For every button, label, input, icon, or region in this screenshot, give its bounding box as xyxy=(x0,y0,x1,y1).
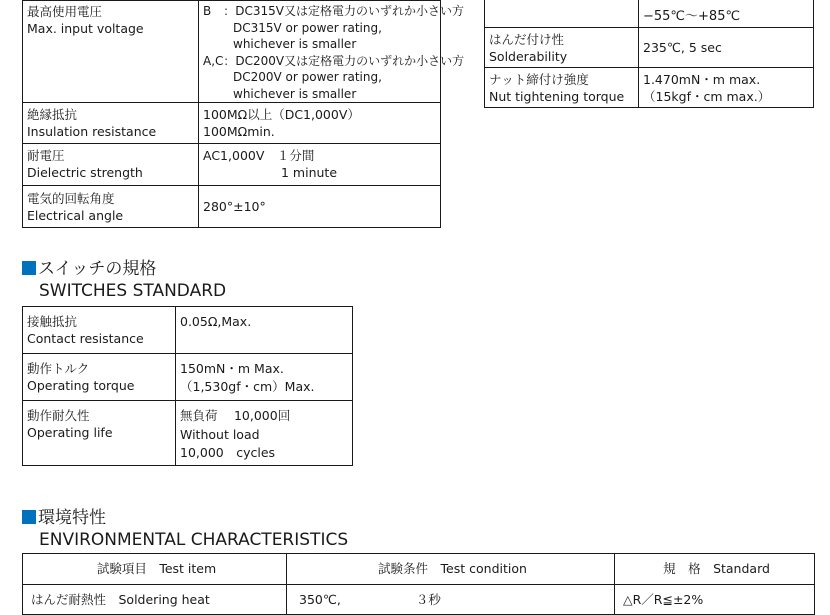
table-row xyxy=(23,103,441,144)
value-line: 235℃, 5 sec xyxy=(643,40,722,55)
label-ja: 動作トルク xyxy=(27,361,90,376)
row-label xyxy=(23,186,199,228)
standard-cell: △R／R≦±2% xyxy=(615,585,815,615)
value-line: 0.05Ω,Max. xyxy=(180,314,252,329)
row-value xyxy=(176,307,353,354)
row-label xyxy=(23,1,199,103)
label-en: Electrical angle xyxy=(27,207,124,223)
mechanical-spec-table xyxy=(484,0,814,108)
column-header: 試験条件 Test condition xyxy=(287,554,615,585)
value-line: 10,000 cycles xyxy=(180,445,276,460)
row-label xyxy=(23,103,199,144)
electrical-spec-table xyxy=(22,0,465,228)
column-header: 規 格 Standard xyxy=(615,554,815,585)
label-en: Dielectric strength xyxy=(27,165,143,180)
label-en: Solderability xyxy=(489,48,568,64)
label-en: Insulation resistance xyxy=(27,124,157,139)
row-label xyxy=(23,307,176,354)
label-en: Nut tightening torque xyxy=(489,88,625,104)
row-value xyxy=(199,144,441,186)
table-row xyxy=(485,28,814,68)
environmental-heading-ja: 環境特性 xyxy=(38,508,106,528)
switches-heading-en: SWITCHES STANDARD xyxy=(39,281,227,301)
row-value xyxy=(176,354,353,401)
table-row xyxy=(23,401,353,466)
table-row xyxy=(485,68,814,108)
label-en: Operating torque xyxy=(27,378,135,393)
row-label xyxy=(485,68,639,108)
heading-marker-icon xyxy=(22,261,36,275)
environmental-heading xyxy=(22,507,348,551)
value-line: whichever is smaller xyxy=(233,86,357,101)
row-label xyxy=(485,28,639,68)
label-ja: 絶縁抵抗 xyxy=(27,107,78,122)
heading-marker-icon xyxy=(22,510,36,524)
row-value xyxy=(639,0,814,28)
value-line: （1,530gf・cm）Max. xyxy=(180,379,315,394)
value-line: A,C：DC200V又は定格電力のいずれか小さい方 xyxy=(203,53,465,68)
label-ja: 最高使用電圧 xyxy=(27,4,103,19)
environmental-heading-en: ENVIRONMENTAL CHARACTERISTICS xyxy=(39,530,349,550)
value-line: （15kgf・cm max.） xyxy=(643,88,771,104)
value-line: −55℃〜+85℃ xyxy=(643,9,741,24)
label-ja: 接触抵抗 xyxy=(27,314,78,329)
value-line: 150mN・m Max. xyxy=(180,361,284,376)
label-ja: 電気的回転角度 xyxy=(27,190,115,206)
table-header-row xyxy=(23,554,815,585)
table-row xyxy=(23,585,815,615)
label-en: Max. input voltage xyxy=(27,21,144,36)
row-label xyxy=(485,0,639,28)
switches-heading-ja: スイッチの規格 xyxy=(38,259,157,279)
row-label xyxy=(23,401,176,466)
table-row xyxy=(23,307,353,354)
row-label xyxy=(23,144,199,186)
test-item-cell: はんだ耐熱性 Soldering heat xyxy=(23,585,287,615)
row-value xyxy=(639,68,814,108)
row-label xyxy=(23,354,176,401)
label-en: Operating life xyxy=(27,425,113,440)
row-value xyxy=(176,401,353,466)
table-row xyxy=(23,1,441,103)
value-line: 100MΩmin. xyxy=(203,124,275,139)
row-value xyxy=(199,1,465,103)
table-row xyxy=(23,144,441,186)
value-line: 1 minute xyxy=(281,165,338,180)
label-ja: 動作耐久性 xyxy=(27,408,90,423)
value-line: B ：DC315V又は定格電力のいずれか小さい方 xyxy=(203,4,464,18)
column-header: 試験項目 Test item xyxy=(23,554,287,585)
test-condition-cell: 350℃, ３秒 xyxy=(287,585,615,615)
row-value xyxy=(639,28,814,68)
table-row xyxy=(23,354,353,401)
switches-heading xyxy=(22,258,226,302)
label-ja: ナット締付け強度 xyxy=(489,71,589,87)
value-line: Without load xyxy=(180,426,260,442)
value-line: whichever is smaller xyxy=(233,37,357,51)
value-line: 100MΩ以上（DC1,000V） xyxy=(203,107,360,122)
switches-table xyxy=(22,306,353,466)
table-row xyxy=(485,0,814,28)
value-line: 1.470mN・m max. xyxy=(643,71,761,87)
table-row xyxy=(23,186,441,228)
value-line: DC200V or power rating, xyxy=(233,70,382,84)
value-line: 280°±10° xyxy=(203,199,266,214)
environmental-table xyxy=(22,553,815,615)
value-line: 無負荷 10,000回 xyxy=(180,408,291,423)
value-line: DC315V or power rating, xyxy=(233,20,382,35)
row-value xyxy=(199,103,441,144)
label-en: Contact resistance xyxy=(27,331,144,346)
label-ja: 耐電圧 xyxy=(27,148,65,163)
value-line: AC1,000V １分間 xyxy=(203,148,315,163)
label-ja: はんだ付け性 xyxy=(489,31,565,47)
row-value xyxy=(199,186,441,228)
